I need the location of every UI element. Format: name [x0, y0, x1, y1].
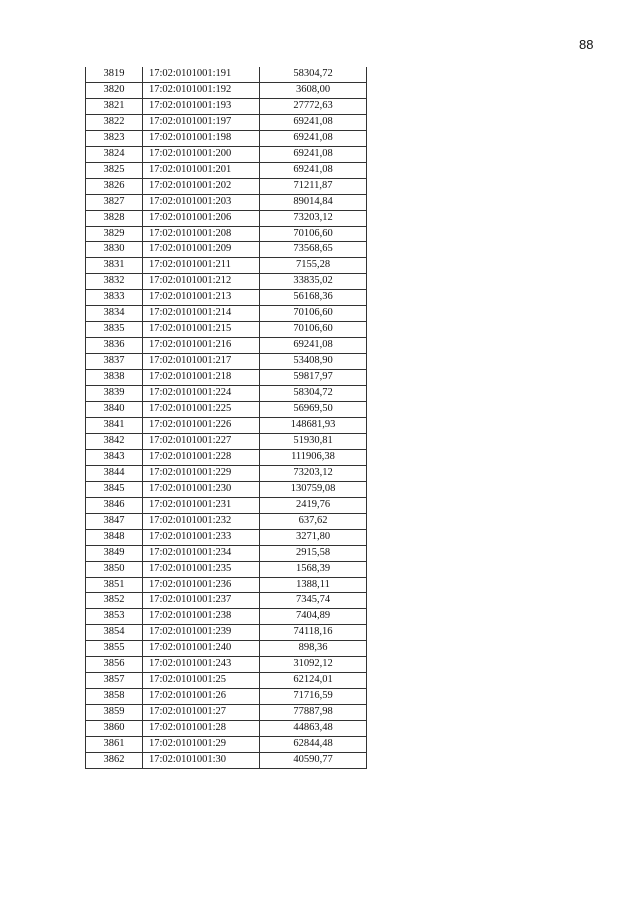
table-row — [86, 673, 367, 689]
table-row — [86, 561, 367, 577]
value-cell: 148681,93 — [260, 417, 367, 433]
value-cell: 56969,50 — [260, 402, 367, 418]
value-cell: 3608,00 — [260, 82, 367, 98]
table-row — [86, 210, 367, 226]
cadastral-number-cell: 17:02:0101001:224 — [143, 386, 260, 402]
value-cell: 58304,72 — [260, 386, 367, 402]
cadastral-number-cell: 17:02:0101001:229 — [143, 465, 260, 481]
cadastral-number-cell: 17:02:0101001:236 — [143, 577, 260, 593]
table-row — [86, 465, 367, 481]
cadastral-number-cell: 17:02:0101001:191 — [143, 67, 260, 82]
row-number-cell: 3822 — [86, 114, 143, 130]
row-number-cell: 3850 — [86, 561, 143, 577]
table-row — [86, 130, 367, 146]
value-cell: 56168,36 — [260, 290, 367, 306]
cadastral-number-cell: 17:02:0101001:214 — [143, 306, 260, 322]
table-row — [86, 449, 367, 465]
cadastral-number-cell: 17:02:0101001:232 — [143, 513, 260, 529]
value-cell: 33835,02 — [260, 274, 367, 290]
row-number-cell: 3826 — [86, 178, 143, 194]
value-cell: 1568,39 — [260, 561, 367, 577]
value-cell: 7404,89 — [260, 609, 367, 625]
page-number: 88 — [579, 37, 594, 52]
cadastral-number-cell: 17:02:0101001:233 — [143, 529, 260, 545]
row-number-cell: 3842 — [86, 433, 143, 449]
row-number-cell: 3825 — [86, 162, 143, 178]
table-row — [86, 577, 367, 593]
row-number-cell: 3837 — [86, 354, 143, 370]
cadastral-number-cell: 17:02:0101001:227 — [143, 433, 260, 449]
cadastral-number-cell: 17:02:0101001:228 — [143, 449, 260, 465]
value-cell: 70106,60 — [260, 322, 367, 338]
value-cell: 2915,58 — [260, 545, 367, 561]
value-cell: 73203,12 — [260, 465, 367, 481]
cadastral-number-cell: 17:02:0101001:216 — [143, 338, 260, 354]
table-row — [86, 609, 367, 625]
parcel-table — [85, 67, 367, 769]
value-cell: 2419,76 — [260, 497, 367, 513]
cadastral-number-cell: 17:02:0101001:239 — [143, 625, 260, 641]
row-number-cell: 3853 — [86, 609, 143, 625]
cadastral-number-cell: 17:02:0101001:213 — [143, 290, 260, 306]
row-number-cell: 3848 — [86, 529, 143, 545]
table-row — [86, 657, 367, 673]
value-cell: 53408,90 — [260, 354, 367, 370]
value-cell: 898,36 — [260, 641, 367, 657]
row-number-cell: 3852 — [86, 593, 143, 609]
value-cell: 69241,08 — [260, 338, 367, 354]
value-cell: 7345,74 — [260, 593, 367, 609]
value-cell: 62124,01 — [260, 673, 367, 689]
table-row — [86, 178, 367, 194]
cadastral-number-cell: 17:02:0101001:208 — [143, 226, 260, 242]
parcel-table-container — [85, 67, 367, 769]
row-number-cell: 3847 — [86, 513, 143, 529]
cadastral-number-cell: 17:02:0101001:202 — [143, 178, 260, 194]
value-cell: 69241,08 — [260, 146, 367, 162]
cadastral-number-cell: 17:02:0101001:211 — [143, 258, 260, 274]
cadastral-number-cell: 17:02:0101001:197 — [143, 114, 260, 130]
row-number-cell: 3840 — [86, 402, 143, 418]
table-row — [86, 354, 367, 370]
cadastral-number-cell: 17:02:0101001:198 — [143, 130, 260, 146]
table-row — [86, 386, 367, 402]
value-cell: 58304,72 — [260, 67, 367, 82]
cadastral-number-cell: 17:02:0101001:243 — [143, 657, 260, 673]
table-row — [86, 338, 367, 354]
table-row — [86, 752, 367, 768]
row-number-cell: 3843 — [86, 449, 143, 465]
cadastral-number-cell: 17:02:0101001:25 — [143, 673, 260, 689]
value-cell: 27772,63 — [260, 98, 367, 114]
row-number-cell: 3823 — [86, 130, 143, 146]
cadastral-number-cell: 17:02:0101001:215 — [143, 322, 260, 338]
table-row — [86, 82, 367, 98]
table-row — [86, 146, 367, 162]
table-row — [86, 433, 367, 449]
table-row — [86, 67, 367, 82]
table-row — [86, 370, 367, 386]
cadastral-number-cell: 17:02:0101001:230 — [143, 481, 260, 497]
row-number-cell: 3855 — [86, 641, 143, 657]
row-number-cell: 3862 — [86, 752, 143, 768]
row-number-cell: 3819 — [86, 67, 143, 82]
table-row — [86, 705, 367, 721]
value-cell: 3271,80 — [260, 529, 367, 545]
value-cell: 51930,81 — [260, 433, 367, 449]
value-cell: 7155,28 — [260, 258, 367, 274]
table-row — [86, 226, 367, 242]
cadastral-number-cell: 17:02:0101001:29 — [143, 737, 260, 753]
value-cell: 73568,65 — [260, 242, 367, 258]
table-row — [86, 513, 367, 529]
row-number-cell: 3834 — [86, 306, 143, 322]
row-number-cell: 3856 — [86, 657, 143, 673]
cadastral-number-cell: 17:02:0101001:237 — [143, 593, 260, 609]
cadastral-number-cell: 17:02:0101001:235 — [143, 561, 260, 577]
cadastral-number-cell: 17:02:0101001:27 — [143, 705, 260, 721]
table-row — [86, 481, 367, 497]
row-number-cell: 3824 — [86, 146, 143, 162]
value-cell: 73203,12 — [260, 210, 367, 226]
value-cell: 31092,12 — [260, 657, 367, 673]
value-cell: 71211,87 — [260, 178, 367, 194]
row-number-cell: 3832 — [86, 274, 143, 290]
row-number-cell: 3833 — [86, 290, 143, 306]
row-number-cell: 3860 — [86, 721, 143, 737]
row-number-cell: 3821 — [86, 98, 143, 114]
row-number-cell: 3831 — [86, 258, 143, 274]
table-row — [86, 721, 367, 737]
cadastral-number-cell: 17:02:0101001:30 — [143, 752, 260, 768]
value-cell: 77887,98 — [260, 705, 367, 721]
row-number-cell: 3858 — [86, 689, 143, 705]
row-number-cell: 3838 — [86, 370, 143, 386]
table-row — [86, 290, 367, 306]
table-row — [86, 641, 367, 657]
row-number-cell: 3859 — [86, 705, 143, 721]
table-row — [86, 417, 367, 433]
value-cell: 44863,48 — [260, 721, 367, 737]
row-number-cell: 3828 — [86, 210, 143, 226]
cadastral-number-cell: 17:02:0101001:201 — [143, 162, 260, 178]
row-number-cell: 3839 — [86, 386, 143, 402]
value-cell: 59817,97 — [260, 370, 367, 386]
table-row — [86, 402, 367, 418]
cadastral-number-cell: 17:02:0101001:238 — [143, 609, 260, 625]
value-cell: 89014,84 — [260, 194, 367, 210]
row-number-cell: 3844 — [86, 465, 143, 481]
table-row — [86, 593, 367, 609]
value-cell: 69241,08 — [260, 114, 367, 130]
row-number-cell: 3849 — [86, 545, 143, 561]
cadastral-number-cell: 17:02:0101001:234 — [143, 545, 260, 561]
row-number-cell: 3846 — [86, 497, 143, 513]
value-cell: 70106,60 — [260, 226, 367, 242]
cadastral-number-cell: 17:02:0101001:28 — [143, 721, 260, 737]
table-row — [86, 689, 367, 705]
cadastral-number-cell: 17:02:0101001:217 — [143, 354, 260, 370]
row-number-cell: 3845 — [86, 481, 143, 497]
table-row — [86, 529, 367, 545]
table-row — [86, 258, 367, 274]
row-number-cell: 3830 — [86, 242, 143, 258]
cadastral-number-cell: 17:02:0101001:209 — [143, 242, 260, 258]
table-row — [86, 162, 367, 178]
cadastral-number-cell: 17:02:0101001:240 — [143, 641, 260, 657]
table-row — [86, 194, 367, 210]
table-row — [86, 114, 367, 130]
parcel-table-body — [86, 67, 367, 768]
value-cell: 69241,08 — [260, 130, 367, 146]
cadastral-number-cell: 17:02:0101001:212 — [143, 274, 260, 290]
table-row — [86, 497, 367, 513]
value-cell: 1388,11 — [260, 577, 367, 593]
value-cell: 74118,16 — [260, 625, 367, 641]
value-cell: 130759,08 — [260, 481, 367, 497]
value-cell: 637,62 — [260, 513, 367, 529]
row-number-cell: 3836 — [86, 338, 143, 354]
row-number-cell: 3854 — [86, 625, 143, 641]
cadastral-number-cell: 17:02:0101001:203 — [143, 194, 260, 210]
cadastral-number-cell: 17:02:0101001:192 — [143, 82, 260, 98]
value-cell: 71716,59 — [260, 689, 367, 705]
value-cell: 70106,60 — [260, 306, 367, 322]
row-number-cell: 3829 — [86, 226, 143, 242]
row-number-cell: 3857 — [86, 673, 143, 689]
table-row — [86, 737, 367, 753]
table-row — [86, 545, 367, 561]
table-row — [86, 242, 367, 258]
cadastral-number-cell: 17:02:0101001:206 — [143, 210, 260, 226]
row-number-cell: 3841 — [86, 417, 143, 433]
row-number-cell: 3861 — [86, 737, 143, 753]
value-cell: 111906,38 — [260, 449, 367, 465]
cadastral-number-cell: 17:02:0101001:231 — [143, 497, 260, 513]
cadastral-number-cell: 17:02:0101001:26 — [143, 689, 260, 705]
row-number-cell: 3820 — [86, 82, 143, 98]
value-cell: 69241,08 — [260, 162, 367, 178]
value-cell: 62844,48 — [260, 737, 367, 753]
table-row — [86, 322, 367, 338]
cadastral-number-cell: 17:02:0101001:200 — [143, 146, 260, 162]
cadastral-number-cell: 17:02:0101001:226 — [143, 417, 260, 433]
value-cell: 40590,77 — [260, 752, 367, 768]
table-row — [86, 274, 367, 290]
table-row — [86, 98, 367, 114]
table-row — [86, 306, 367, 322]
cadastral-number-cell: 17:02:0101001:218 — [143, 370, 260, 386]
cadastral-number-cell: 17:02:0101001:225 — [143, 402, 260, 418]
row-number-cell: 3835 — [86, 322, 143, 338]
cadastral-number-cell: 17:02:0101001:193 — [143, 98, 260, 114]
row-number-cell: 3851 — [86, 577, 143, 593]
row-number-cell: 3827 — [86, 194, 143, 210]
table-row — [86, 625, 367, 641]
